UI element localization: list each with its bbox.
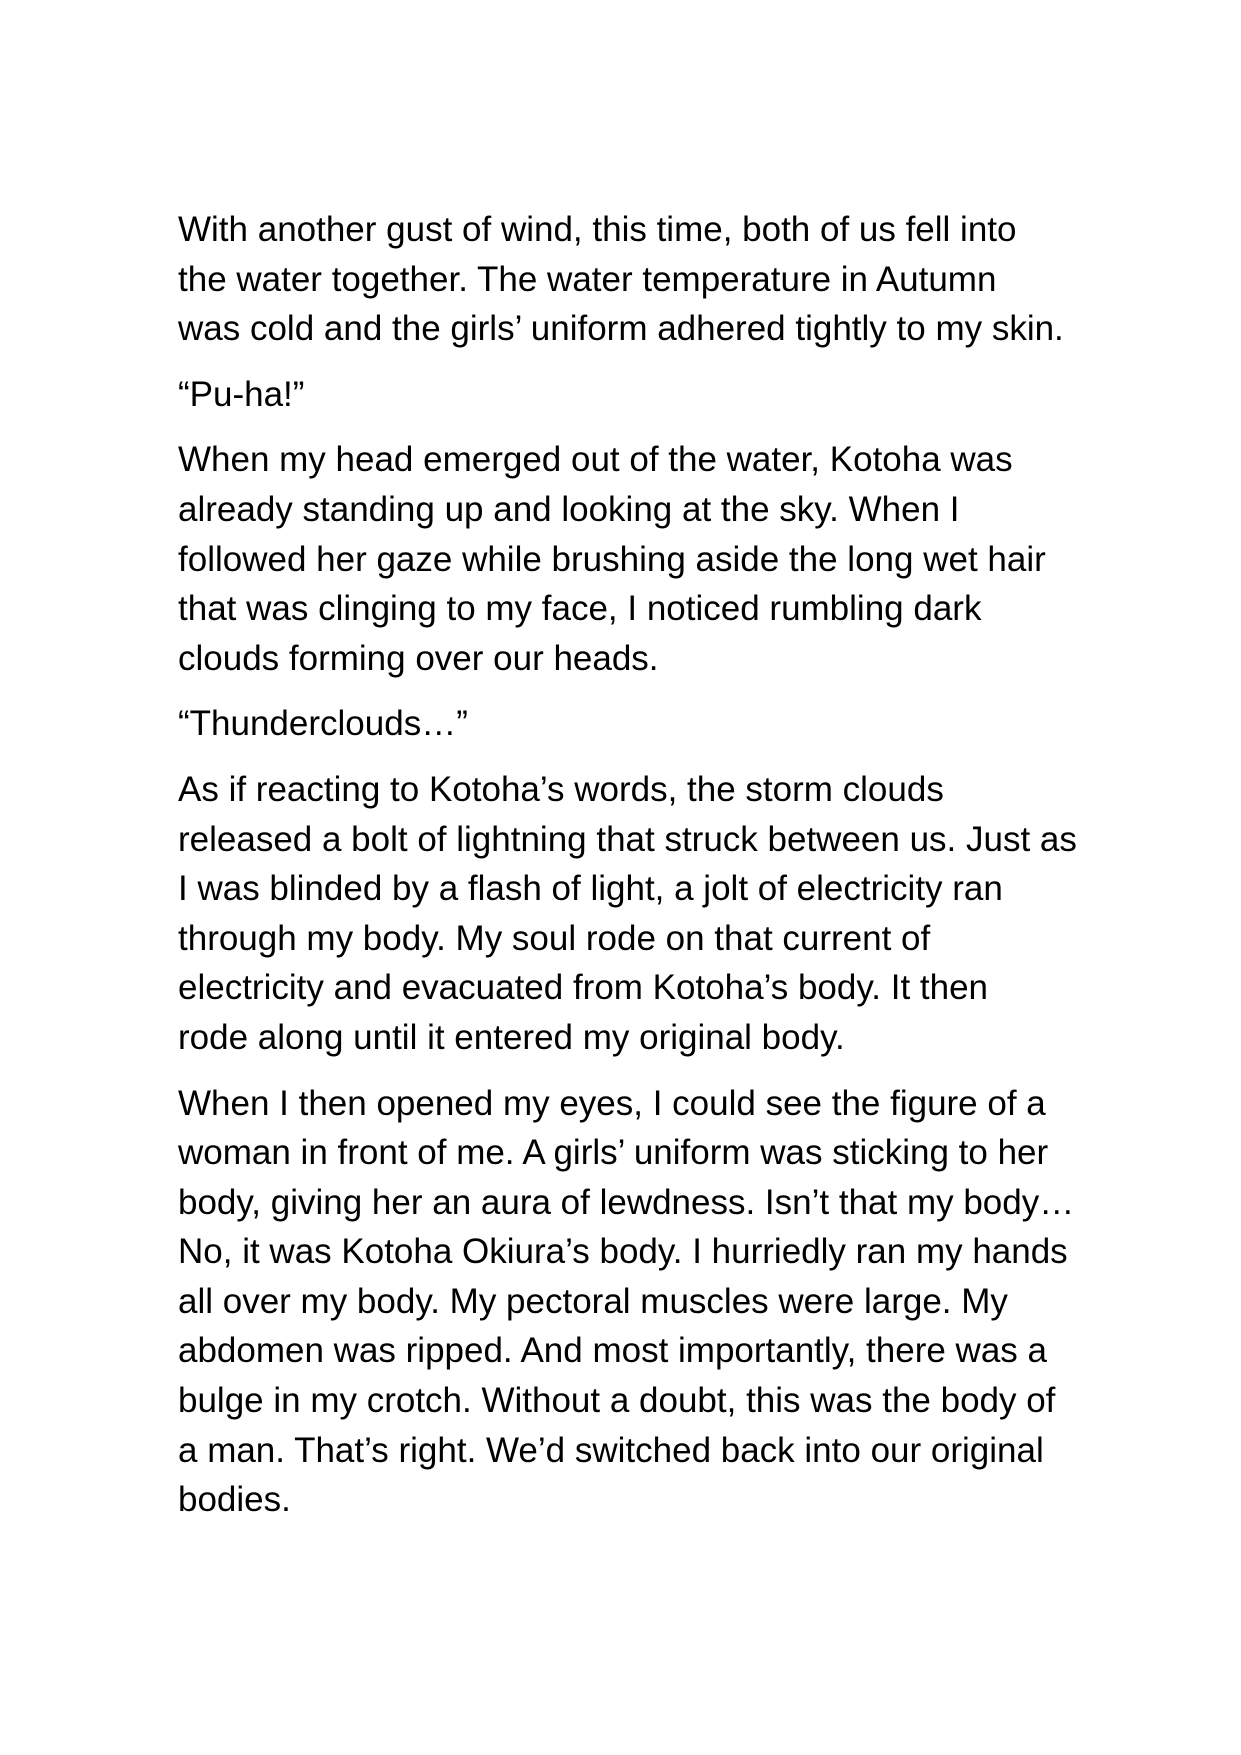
text-line: I was blinded by a flash of light, a jolt of electricity ran: [178, 869, 1003, 909]
text-line: With another gust of wind, this time, both of us fell into: [178, 210, 1017, 249]
text-line: woman in front of me. A girls’ uniform was sticking to her: [178, 1133, 1049, 1173]
text-line: When my head emerged out of the water, Kotoha was: [178, 440, 1013, 480]
paragraph-3: [178, 435, 1083, 683]
text-line: the water together. The water temperature in Autumn: [178, 259, 997, 299]
text-line: “Pu-ha!”: [178, 374, 305, 414]
text-line: electricity and evacuated from Kotoha’s body. It then: [178, 968, 989, 1008]
text-line: bulge in my crotch. Without a doubt, this was the body of: [178, 1381, 1056, 1421]
paragraph-1: [178, 205, 1083, 354]
text-line: body, giving her an aura of lewdness. Isn’t that my body…: [178, 1182, 1075, 1222]
text-line: already standing up and looking at the sky. When I: [178, 489, 960, 529]
text-line: bodies.: [178, 1480, 291, 1520]
text-line: clouds forming over our heads.: [178, 638, 659, 678]
text-line: As if reacting to Kotoha’s words, the storm clouds: [178, 769, 944, 809]
paragraph-2: [178, 370, 1083, 420]
text-line: that was clinging to my face, I noticed rumbling dark: [178, 589, 982, 629]
text-line: When I then opened my eyes, I could see the figure of a: [178, 1083, 1046, 1123]
text-line: all over my body. My pectoral muscles were large. My: [178, 1281, 1008, 1321]
text-line: released a bolt of lightning that struck between us. Just as: [178, 819, 1077, 859]
text-line: a man. That’s right. We’d switched back into our original: [178, 1430, 1044, 1470]
body-text: [178, 205, 1083, 1541]
text-line: abdomen was ripped. And most importantly, there was a: [178, 1331, 1047, 1371]
text-line: “Thunderclouds…”: [178, 704, 468, 744]
text-line: was cold and the girls’ uniform adhered tightly to my skin.: [178, 309, 1064, 349]
paragraph-6: [178, 1079, 1083, 1525]
text-line: followed her gaze while brushing aside the long wet hair: [178, 539, 1046, 579]
paragraph-4: [178, 699, 1083, 749]
paragraph-5: [178, 765, 1083, 1063]
text-line: rode along until it entered my original body.: [178, 1017, 845, 1057]
text-line: No, it was Kotoha Okiura’s body. I hurriedly ran my hands: [178, 1232, 1068, 1272]
text-line: through my body. My soul rode on that current of: [178, 918, 931, 958]
